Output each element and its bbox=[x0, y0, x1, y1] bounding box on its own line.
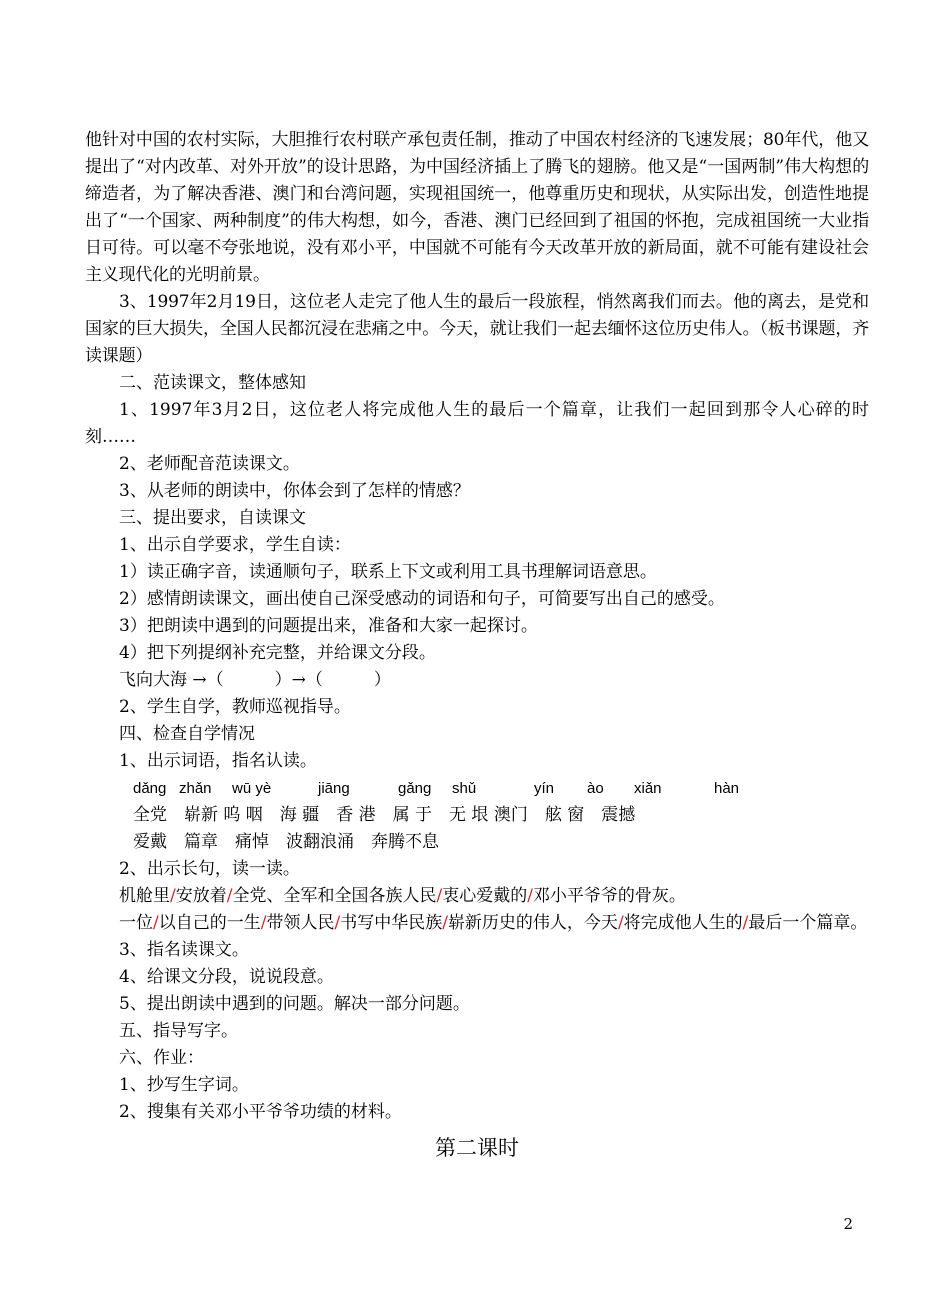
sentence-2-part: 一位 bbox=[119, 913, 153, 933]
section-2-item-1: 1、1997年3月2日，这位老人将完成他人生的最后一个篇章，让我们一起回到那令人心碎的时刻…… bbox=[85, 400, 869, 447]
sentence-1-part: 全党、全军和全国各族人民 bbox=[232, 886, 437, 906]
pinyin-row bbox=[85, 775, 869, 802]
sentence-1-part: 衷心爱戴的 bbox=[442, 886, 528, 906]
section-3-item-3: 2）感情朗读课文，画出使自己深受感动的词语和句子，可简要写出自己的感受。 bbox=[119, 589, 725, 609]
outline-line: 飞向大海 →（ ）→（ ） bbox=[119, 670, 391, 690]
section-6-item-1: 1、抄写生字词。 bbox=[119, 1075, 249, 1095]
pinyin-3: wū yè bbox=[232, 780, 272, 797]
sentence-1-part: 邓小平爷爷的骨灰。 bbox=[532, 886, 686, 906]
sentence-2-part: 带领人民 bbox=[266, 913, 335, 933]
pinyin-9: xiǎn bbox=[634, 780, 662, 797]
sentence-2-part: 将完成他人生的 bbox=[623, 913, 743, 933]
pause-slash: / bbox=[442, 913, 448, 933]
pinyin-6: shǔ bbox=[452, 780, 477, 797]
pause-slash: / bbox=[170, 886, 176, 906]
pinyin-4: jiāng bbox=[318, 780, 350, 797]
section-4-item-1: 1、出示词语，指名认读。 bbox=[119, 751, 317, 771]
sentence-2-part: 崭新历史的伟人，今天 bbox=[447, 913, 618, 933]
section-6-title: 六、作业： bbox=[119, 1048, 204, 1068]
lesson-heading: 第二课时 bbox=[435, 1136, 519, 1160]
document-page bbox=[85, 127, 869, 1164]
intro-paragraph-2: 3、1997年2月19日，这位老人走完了他人生的最后一段旅程，悄然离我们而去。他的离去，是党和国家的巨大损失，全国人民都沉浸在悲痛之中。今天，就让我们一起去缅怀这位历史伟人。（板书课题，齐读课题） bbox=[85, 292, 869, 366]
section-3-item-2: 1）读正确字音，读通顺句子，联系上下文或利用工具书理解词语意思。 bbox=[119, 562, 657, 582]
pinyin-8: ào bbox=[587, 780, 604, 797]
pause-slash: / bbox=[617, 913, 624, 933]
vocabulary-row-2: 爱戴 篇章 痛悼 波翻浪涌 奔腾不息 bbox=[133, 832, 439, 852]
pause-slash: / bbox=[742, 913, 749, 933]
section-2-title: 二、范读课文，整体感知 bbox=[119, 373, 306, 393]
section-4-title: 四、检查自学情况 bbox=[119, 724, 255, 744]
pinyin-7: yín bbox=[534, 780, 555, 797]
pause-slash: / bbox=[436, 886, 443, 906]
section-3-title: 三、提出要求，自读课文 bbox=[119, 508, 306, 528]
pause-slash: / bbox=[527, 886, 533, 906]
pause-slash: / bbox=[226, 886, 233, 906]
pinyin-5: gǎng bbox=[398, 780, 432, 797]
section-3-item-4: 3）把朗读中遇到的问题提出来，准备和大家一起探讨。 bbox=[119, 616, 538, 636]
sentence-1-part: 机舱里 bbox=[119, 886, 170, 906]
page-number: 2 bbox=[843, 1215, 853, 1233]
long-sentence-1 bbox=[85, 883, 869, 910]
section-4-item-4: 4、给课文分段，说说段意。 bbox=[119, 967, 334, 987]
intro-paragraph-1: 他针对中国的农村实际，大胆推行农村联产承包责任制，推动了中国农村经济的飞速发展；80年代，他又提出了“对内改革、对外开放”的设计思路，为中国经济插上了腾飞的翅膀。他又是“一国两制”伟大构想的缔造者，为了解决香港、澳门和台湾问题，实现祖国统一，他尊重历史和现状，从实际出发，创造性地提出了“一个国家、两种制度”的伟大构想，如今，香港、澳门已经回到了祖国的怀抱，完成祖国统一大业指日可待。可以毫不夸张地说，没有邓小平，中国就不可能有今天改革开放的新局面，就不可能有建设社会主义现代化的光明前景。 bbox=[85, 130, 869, 285]
pinyin-10: hàn bbox=[714, 780, 740, 797]
section-3-item-5: 4）把下列提纲补充完整，并给课文分段。 bbox=[119, 643, 436, 663]
section-4-item-5: 5、提出朗读中遇到的问题。解决一部分问题。 bbox=[119, 994, 470, 1014]
section-6-item-2: 2、搜集有关邓小平爷爷功绩的材料。 bbox=[119, 1102, 402, 1122]
pause-slash: / bbox=[260, 913, 267, 933]
sentence-1-part: 安放着 bbox=[175, 886, 227, 906]
pause-slash: / bbox=[153, 913, 159, 933]
section-2-item-3: 3、从老师的朗读中，你体会到了怎样的情感？ bbox=[119, 481, 470, 501]
section-3-after: 2、学生自学，教师巡视指导。 bbox=[119, 697, 351, 717]
pinyin-2: zhǎn bbox=[179, 780, 212, 797]
section-3-item-1: 1、出示自学要求，学生自读： bbox=[119, 535, 351, 555]
section-4-item-2: 2、出示长句，读一读。 bbox=[119, 859, 300, 879]
long-sentence-2 bbox=[85, 910, 869, 937]
sentence-2-part: 书写中华民族 bbox=[340, 913, 443, 933]
sentence-2-part: 以自己的一生 bbox=[158, 913, 261, 933]
vocabulary-row-1: 全党 崭新 呜 咽 海 疆 香 港 属 于 无 垠 澳门 舷 窗 震撼 bbox=[133, 805, 636, 825]
section-5-title: 五、指导写字。 bbox=[119, 1021, 238, 1041]
pinyin-1: dǎng bbox=[133, 780, 167, 797]
section-2-item-2: 2、老师配音范读课文。 bbox=[119, 454, 300, 474]
section-4-item-3: 3、指名读课文。 bbox=[119, 940, 249, 960]
sentence-2-part: 最后一个篇章。 bbox=[748, 913, 868, 933]
pause-slash: / bbox=[334, 913, 341, 933]
